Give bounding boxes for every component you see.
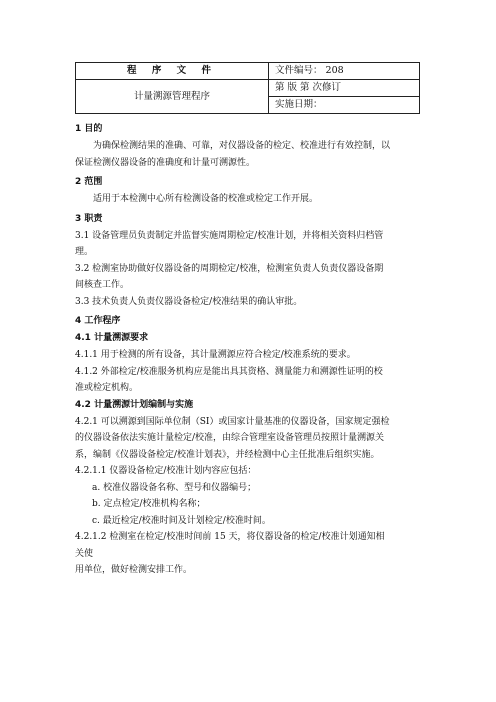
paragraph: 间核查工作。 xyxy=(75,280,130,290)
effective-date: 实施日期： xyxy=(269,97,420,114)
paragraph: 保证检测仪器设备的准确度和计量可溯源性。 xyxy=(75,157,256,168)
paragraph: 理。 xyxy=(75,247,94,257)
document-header-table xyxy=(75,62,420,114)
paragraph: 准或检定机构。 xyxy=(75,383,139,393)
document-type: 程 序 文 件 xyxy=(76,63,269,80)
document-number: 文件编号： 208 xyxy=(269,63,420,80)
paragraph: 3.3 技术负责人负责仪器设备检定/校准结果的确认审批。 xyxy=(75,296,303,307)
subsection-heading: 4.2 计量溯源计划编制与实施 xyxy=(75,399,194,410)
section-heading: 4 工作程序 xyxy=(75,316,121,326)
paragraph: 4.2.1.2 检测室在检定/校准时间前 15 天，将仪器设备的检定/校准计划通知相 xyxy=(75,532,385,542)
subsection-heading: 4.1 计量溯源要求 xyxy=(75,333,149,343)
paragraph: 4.1.2 外部检定/校准服务机构应是能出具其资格、测量能力和溯源性证明的校 xyxy=(75,366,383,377)
section-heading: 2 范围 xyxy=(75,177,103,187)
list-item: b. 定点检定/校准机构名称； xyxy=(92,499,206,509)
document-body xyxy=(75,121,425,579)
section-heading: 3 职责 xyxy=(75,213,103,224)
paragraph: 3.1 设备管理员负责制定并监督实施周期检定/校准计划，并将相关资料归档管 xyxy=(75,230,384,241)
paragraph: 用单位，做好检测安排工作。 xyxy=(75,565,193,575)
section-heading: 1 目的 xyxy=(75,124,103,134)
paragraph: 为确保检测结果的准确、可靠，对仪器设备的检定、校准进行有效控制，以 xyxy=(93,141,391,151)
paragraph: 4.2.1.1 仪器设备检定/校准计划内容应包括： xyxy=(75,466,257,476)
list-item: c. 最近检定/校准时间及计划检定/校准时间。 xyxy=(92,515,271,526)
paragraph: 4.1.1 用于检测的所有设备，其计量溯源应符合检定/校准系统的要求。 xyxy=(75,350,356,360)
paragraph: 3.2 检测室协助做好仪器设备的周期检定/校准，检测室负责人负责仪器设备期 xyxy=(75,263,384,274)
procedure-title: 计量溯源管理程序 xyxy=(76,80,269,114)
paragraph: 系，编制《仪器设备检定/校准计划表》，并经检测中心主任批准后组织实施。 xyxy=(75,449,380,460)
paragraph: 关使 xyxy=(75,548,94,559)
list-item: a. 校准仪器设备名称、型号和仪器编号； xyxy=(92,482,257,493)
paragraph: 的仪器设备依法实施计量检定/校准，由综合管理室设备管理员按照计量溯源关 xyxy=(75,433,385,443)
paragraph: 适用于本检测中心所有检测设备的校准或检定工作开展。 xyxy=(93,194,319,204)
paragraph: 4.2.1 可以溯源到国际单位制（SI）或国家计量基准的仪器设备，国家规定强检 xyxy=(75,416,390,427)
revision-info: 第 版 第 次修订 xyxy=(269,80,420,97)
